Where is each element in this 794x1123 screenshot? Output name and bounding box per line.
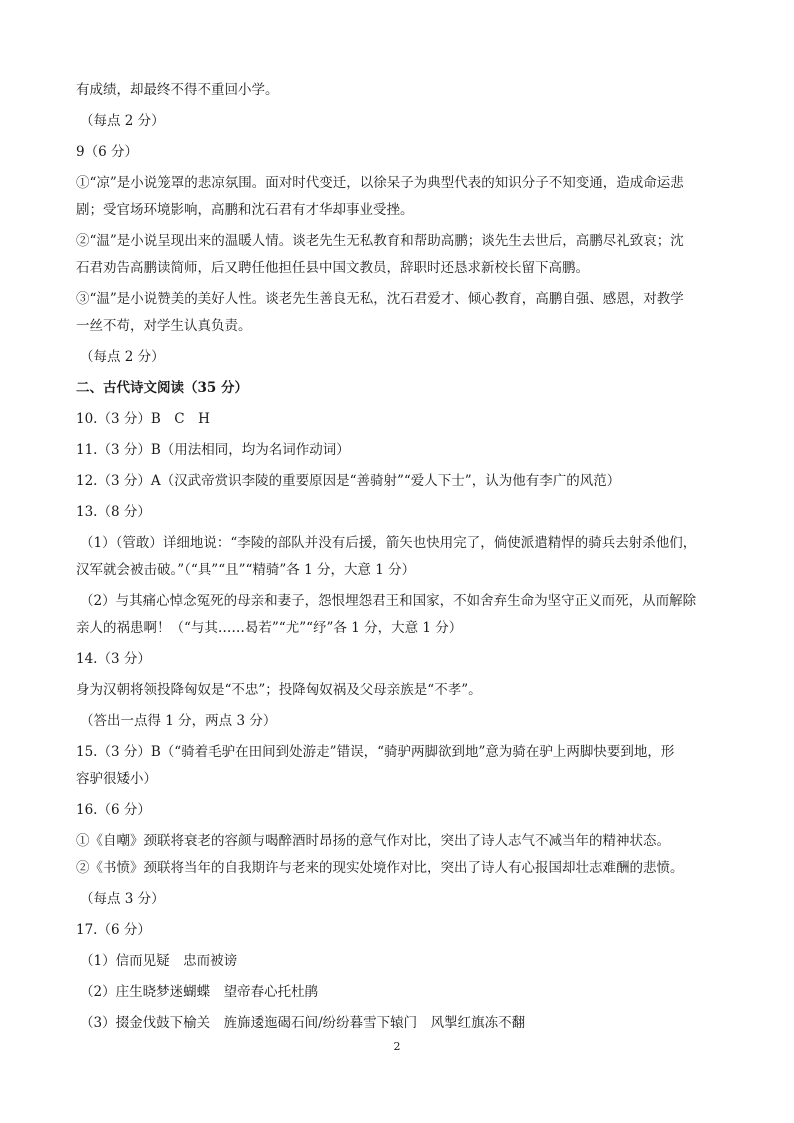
text-line: ②《书愤》颈联将当年的自我期许与老来的现实处境作对比，突出了诗人有心报国却壮志难酬的悲愤。	[76, 860, 684, 876]
answer-line: （2）庄生晓梦迷蝴蝶 望帝春心托杜鹃	[80, 984, 319, 1000]
text-line: 亲人的祸患啊！（“与其……曷若”“尤”“纾”各 1 分，大意 1 分）	[76, 620, 463, 636]
answer-line: 10.（3 分）B C H	[76, 411, 210, 427]
scoring-note: （答出一点得 1 分，两点 3 分）	[80, 713, 277, 729]
question-heading: 16.（6 分）	[76, 802, 151, 818]
answer-line: （3）掇金伐鼓下榆关 旌旆逶迤碣石间/纷纷暮雪下辕门 风掣红旗冻不翻	[80, 1015, 526, 1031]
text-line: ①“凉”是小说笼罩的悲凉氛围。面对时代变迁，以徐呆子为典型代表的知识分子不知变通，造成命运悲	[76, 175, 684, 191]
text-line: 容驴很矮小）	[76, 771, 157, 787]
text-line: 一丝不苟，对学生认真负责。	[76, 318, 252, 334]
section-heading: 二、古代诗文阅读（35 分）	[76, 380, 248, 396]
scoring-note: （每点 2 分）	[80, 113, 165, 129]
text-line: ③“温”是小说赞美的美好人性。谈老先生善良无私，沈石君爱才、倾心教育，高鹏自强、感恩，对教学	[76, 291, 684, 307]
scoring-note: （每点 3 分）	[80, 891, 165, 907]
question-heading: 13.（8 分）	[76, 504, 151, 520]
text-line: ②“温”是小说呈现出来的温暖人情。谈老先生无私教育和帮助高鹏；谈先生去世后，高鹏尽礼致哀；沈	[76, 233, 684, 249]
text-line: 身为汉朝将领投降匈奴是“不忠”；投降匈奴祸及父母亲族是“不孝”。	[76, 682, 482, 698]
text-line: ①《自嘲》颈联将衰老的容颜与喝醉酒时昂扬的意气作对比，突出了诗人志气不减当年的精神状态。	[76, 833, 670, 849]
question-heading: 14.（3 分）	[76, 651, 151, 667]
text-line: 汉军就会被击破。”（“具”“且”“精骑”各 1 分，大意 1 分）	[76, 562, 416, 578]
scoring-note: （每点 2 分）	[80, 349, 165, 365]
answer-line: 12.（3 分）A（汉武帝赏识李陵的重要原因是“善骑射”“爱人下士”，认为他有李广的风范）	[76, 473, 621, 489]
text-line: 石君劝告高鹏读简师，后又聘任他担任县中国文教员，辞职时还恳求新校长留下高鹏。	[76, 260, 589, 276]
answer-line: 15.（3 分）B（“骑着毛驴在田间到处游走”错误，“骑驴两脚欲到地”意为骑在驴上两脚快要到地，形	[76, 744, 675, 760]
text-line: （2）与其痛心悼念冤死的母亲和妻子，怨恨埋怨君王和国家，不如舍弃生命为坚守正义而死，从而解除	[80, 593, 697, 609]
text-line: （1）（管敢）详细地说：“李陵的部队并没有后援，箭矢也快用完了，倘使派遣精悍的骑兵去射杀他们，	[80, 535, 697, 551]
text-line: 有成绩，却最终不得不重回小学。	[76, 82, 279, 98]
answer-line: 11.（3 分）B（用法相同，均为名词作动词）	[76, 442, 350, 458]
page-number: 2	[393, 1040, 401, 1053]
question-heading: 9（6 分）	[76, 144, 138, 160]
text-line: 剧；受官场环境影响，高鹏和沈石君有才华却事业受挫。	[76, 202, 414, 218]
question-heading: 17.（6 分）	[76, 922, 151, 938]
answer-line: （1）信而见疑 忠而被谤	[80, 953, 238, 969]
